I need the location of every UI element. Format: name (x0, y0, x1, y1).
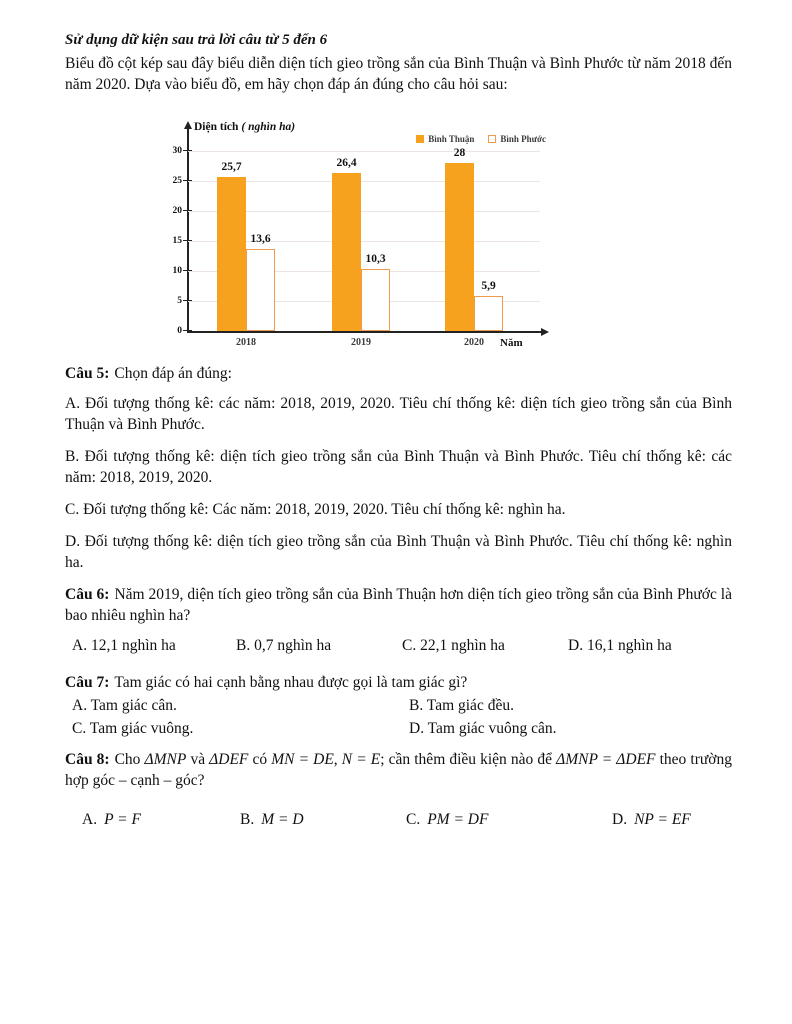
question-8-options (65, 809, 732, 830)
question-7-option-a: A. Tam giác cân. (72, 697, 177, 715)
q8-text-part: Cho (114, 750, 145, 768)
question-8-heading (65, 749, 732, 791)
question-7-option-b: B. Tam giác đều. (409, 697, 514, 715)
q8-text-part: ; cần thêm điều kiện nào để (380, 750, 557, 768)
q8-text-part: và (186, 750, 210, 768)
y-axis-tick-label: 15 (172, 235, 182, 246)
y-axis-tick-label: 25 (172, 175, 182, 186)
bar-value-label: 26,4 (336, 156, 357, 169)
question-5-option-b: B. Đối tượng thống kê: diện tích gieo trồng sắn của Bình Thuận và Bình Phước. Tiêu chí thống kê: các năm: 2018, 2019, 2020. (65, 447, 732, 486)
bar-value-label: 25,7 (221, 160, 242, 173)
question-6-text: Năm 2019, diện tích gieo trồng sắn của Bình Thuận hơn diện tích gieo trồng sắn của Bình Phước là bao nhiêu nghìn ha? (65, 586, 732, 625)
y-axis-line (187, 129, 189, 333)
legend-label-binh-thuan: Bình Thuận (428, 133, 475, 144)
legend-swatch-binh-phuoc (488, 135, 496, 143)
legend-item-binh-thuan (416, 133, 474, 145)
chart-plot (162, 120, 560, 355)
y-axis-tick-mark (183, 270, 192, 272)
y-axis-arrow-icon (184, 121, 192, 129)
x-axis-tick-label: 2019 (351, 336, 371, 348)
question-7-label: Câu 7: (65, 674, 110, 692)
question-8-option-d (612, 809, 691, 830)
question-8-option-c (406, 809, 612, 830)
q8-math-mn-de: MN = DE (271, 750, 334, 768)
q8-math-triangle-def: ΔDEF (209, 750, 249, 768)
q8-math-n-e: N = E (341, 750, 381, 768)
question-6-option-d: D. 16,1 nghìn ha (568, 637, 672, 655)
q8-text-part: theo trường hợp góc – cạnh – góc? (65, 750, 732, 789)
y-axis-tick-label: 0 (177, 325, 182, 336)
bar-value-label: 28 (453, 146, 466, 159)
question-6-option-b: B. 0,7 nghìn ha (236, 637, 332, 655)
legend-label-binh-phuoc: Bình Phước (500, 133, 546, 144)
q8-text-part: , (333, 750, 342, 768)
legend-swatch-binh-thuan (416, 135, 424, 143)
gridline (188, 151, 540, 152)
question-6-heading (65, 584, 732, 626)
question-6-label: Câu 6: (65, 586, 110, 604)
question-7-text: Tam giác có hai cạnh bằng nhau được gọi là tam giác gì? (114, 674, 468, 692)
question-7-option-c: C. Tam giác vuông. (72, 719, 194, 737)
y-axis-tick-mark (183, 240, 192, 242)
option-value: PM = DF (427, 810, 489, 828)
question-6-option-c: C. 22,1 nghìn ha (402, 637, 505, 655)
y-axis-tick-label: 30 (172, 145, 182, 156)
cassava-area-chart (162, 120, 560, 355)
legend-item-binh-phuoc (488, 133, 546, 145)
y-axis-title (194, 120, 295, 136)
question-6-option-a: A. 12,1 nghìn ha (72, 637, 176, 655)
option-value: NP = EF (634, 810, 691, 828)
bar-binh-phuoc-2019 (361, 269, 390, 331)
chart-legend (416, 133, 546, 145)
x-axis-line (187, 331, 543, 333)
x-axis-tick-label: 2018 (236, 336, 256, 348)
question-5-label: Câu 5: (65, 364, 110, 382)
y-axis-tick-mark (183, 180, 192, 182)
question-8-option-a (82, 809, 240, 830)
bar-binh-thuan-2018 (217, 177, 246, 331)
y-axis-tick-label: 10 (172, 265, 182, 276)
intro-paragraph: Biểu đồ cột kép sau đây biểu diễn diện tích gieo trồng sắn của Bình Thuận và Bình Phước từ năm 2018 đến năm 2020. Dựa vào biểu đồ, em hãy chọn đáp án đúng cho câu hỏi sau: (65, 55, 732, 94)
question-8-text (65, 751, 732, 789)
option-value: P = F (104, 810, 141, 828)
question-7-options (65, 695, 732, 738)
option-letter: D. (612, 810, 628, 828)
bar-binh-thuan-2020 (445, 163, 474, 331)
y-axis-tick-mark (183, 330, 192, 332)
question-5-option-a: A. Đối tượng thống kê: các năm: 2018, 2019, 2020. Tiêu chí thống kê: diện tích gieo trồng sắn của Bình Thuận và Bình Phước. (65, 394, 732, 433)
bar-value-label: 5,9 (481, 279, 496, 292)
question-6-options (65, 635, 732, 656)
q8-math-congruent: ΔMNP = ΔDEF (556, 750, 656, 768)
question-5-option-c: C. Đối tượng thống kê: Các năm: 2018, 2019, 2020. Tiêu chí thống kê: nghìn ha. (65, 500, 566, 518)
bar-value-label: 10,3 (365, 252, 386, 265)
question-8-label: Câu 8: (65, 750, 110, 768)
y-axis-tick-mark (183, 150, 192, 152)
option-letter: B. (240, 810, 255, 828)
y-axis-tick-label: 5 (177, 295, 182, 306)
option-letter: A. (82, 810, 98, 828)
y-axis-title-unit: ( nghìn ha) (241, 120, 296, 133)
question-5-heading (65, 363, 732, 384)
bar-binh-phuoc-2018 (246, 249, 275, 331)
question-8-option-b (240, 809, 406, 830)
bar-binh-phuoc-2020 (474, 296, 503, 331)
y-axis-tick-mark (183, 300, 192, 302)
question-5-text: Chọn đáp án đúng: (114, 364, 232, 382)
instruction-line: Sử dụng dữ kiện sau trả lời câu từ 5 đến 6 (65, 32, 328, 48)
q8-text-part: có (248, 750, 272, 768)
option-letter: C. (406, 810, 421, 828)
y-axis-tick-label: 20 (172, 205, 182, 216)
option-value: M = D (261, 810, 304, 828)
question-7-option-d: D. Tam giác vuông cân. (409, 719, 557, 737)
x-axis-title: Năm (500, 336, 523, 349)
y-axis-title-main: Diện tích (194, 120, 239, 133)
question-7-heading (65, 672, 732, 693)
question-5-option-d: D. Đối tượng thống kê: diện tích gieo trồng sắn của Bình Thuận và Bình Phước. Tiêu chí thống kê: nghìn ha. (65, 533, 732, 572)
y-axis-tick-mark (183, 210, 192, 212)
x-axis-tick-label: 2020 (464, 336, 484, 348)
x-axis-arrow-icon (541, 328, 549, 336)
q8-math-triangle-mnp: ΔMNP (144, 750, 187, 768)
bar-value-label: 13,6 (250, 232, 271, 245)
